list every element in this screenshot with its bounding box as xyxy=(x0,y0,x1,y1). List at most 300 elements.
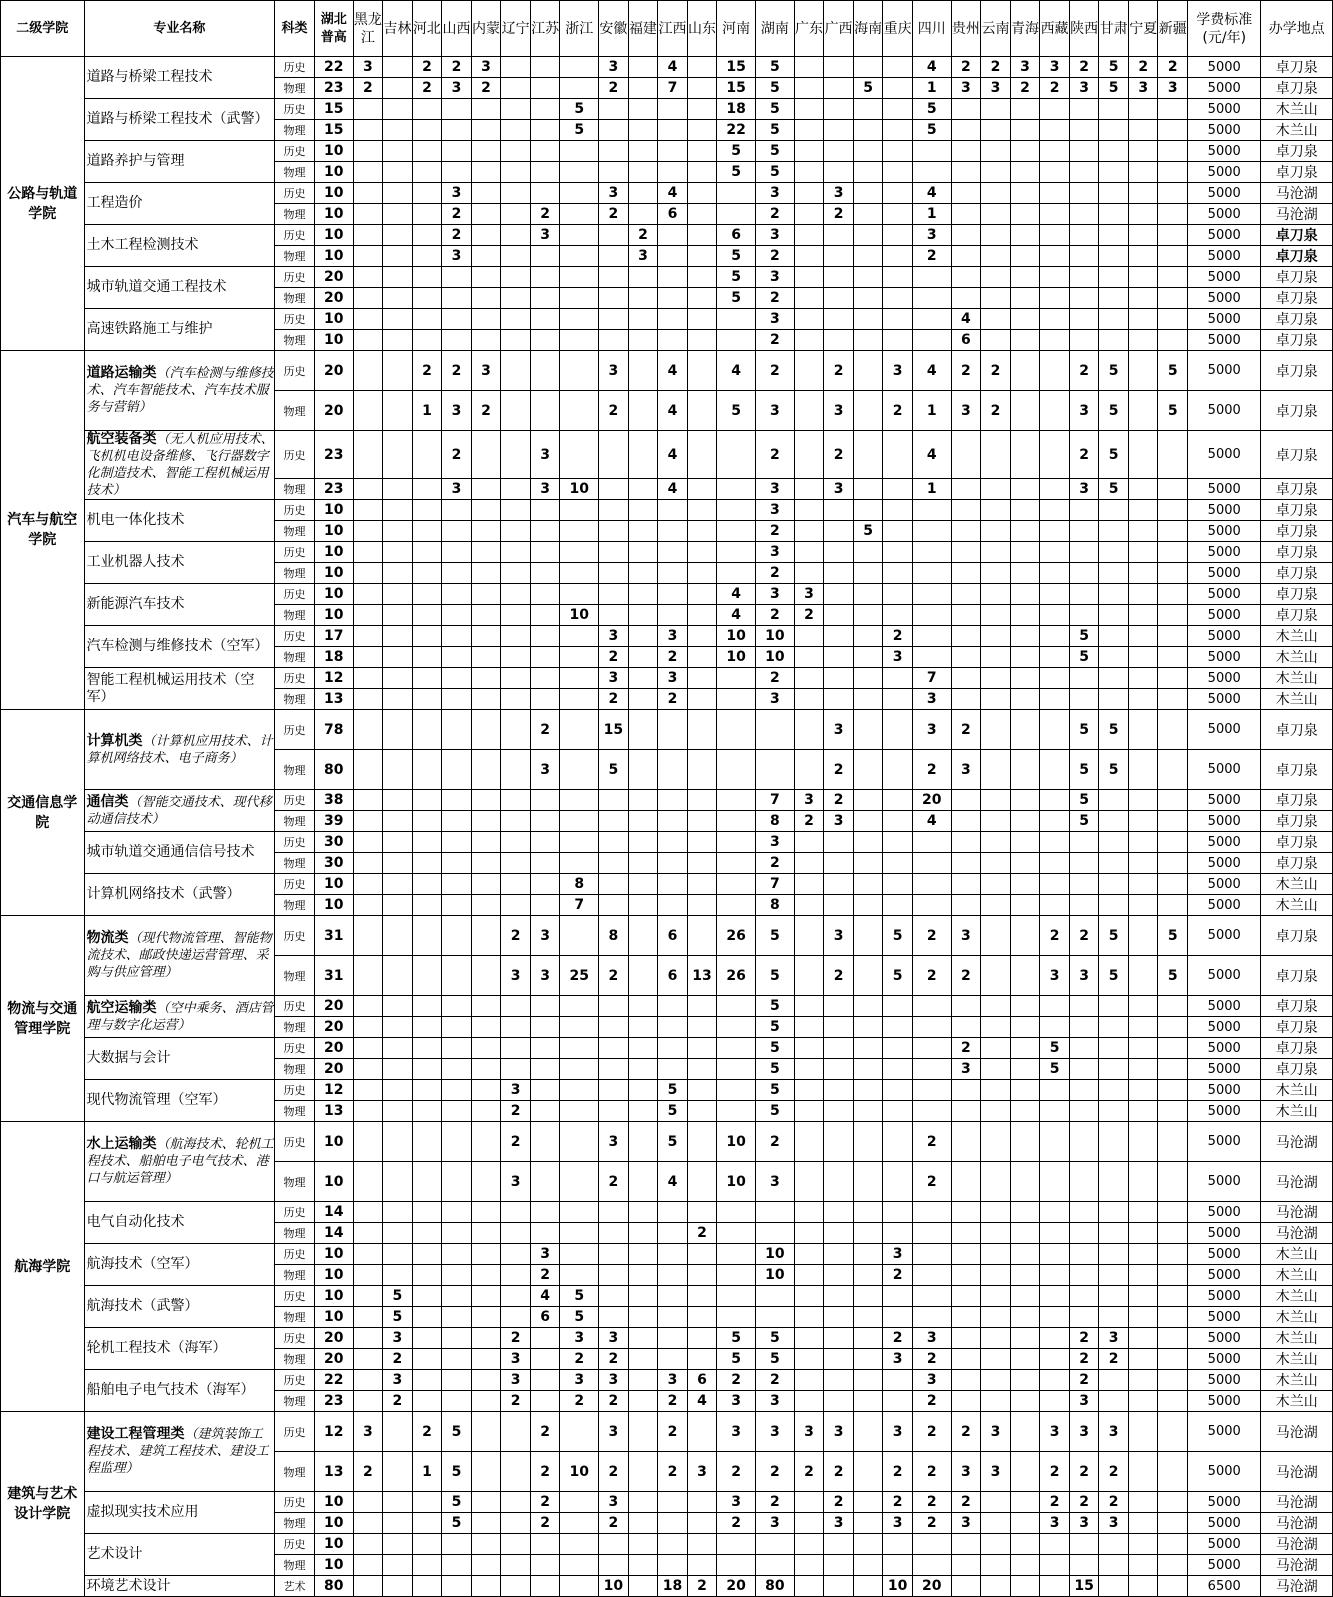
quota-cell xyxy=(951,1391,981,1412)
quota-cell: 3 xyxy=(824,391,854,431)
tuition-fee: 5000 xyxy=(1188,689,1261,710)
quota-cell xyxy=(1158,832,1188,853)
quota-cell xyxy=(951,689,981,710)
quota-cell xyxy=(687,1328,717,1349)
quota-cell xyxy=(412,1391,442,1412)
quota-cell xyxy=(442,1307,472,1328)
major-name: 航海技术（空军） xyxy=(84,1244,275,1286)
quota-cell xyxy=(853,267,883,288)
quota-cell xyxy=(599,267,629,288)
quota-cell xyxy=(1069,1101,1099,1122)
quota-cell xyxy=(981,832,1011,853)
quota-cell: 2 xyxy=(442,225,472,246)
quota-cell xyxy=(1040,246,1070,267)
quota-cell xyxy=(353,1101,383,1122)
quota-cell xyxy=(501,162,531,183)
quota-cell: 2 xyxy=(501,1122,531,1162)
quota-cell xyxy=(530,500,560,521)
quota-cell xyxy=(628,351,658,391)
quota-cell xyxy=(912,584,951,605)
quota-cell xyxy=(1158,1202,1188,1223)
quota-cell: 5 xyxy=(1158,351,1188,391)
quota-cell xyxy=(1010,1080,1040,1101)
quota-cell: 4 xyxy=(658,479,688,500)
quota-cell xyxy=(560,750,599,790)
quota-cell xyxy=(530,120,560,141)
quota-cell xyxy=(717,750,756,790)
quota-cell xyxy=(794,689,824,710)
quota-cell xyxy=(530,874,560,895)
quota-cell: 2 xyxy=(756,330,795,351)
major-name: 工程造价 xyxy=(84,183,275,225)
tuition-fee: 5000 xyxy=(1188,916,1261,956)
quota-cell xyxy=(1040,1202,1070,1223)
campus-location: 卓刀泉 xyxy=(1261,57,1333,78)
tuition-fee: 5000 xyxy=(1188,996,1261,1017)
quota-cell xyxy=(981,916,1011,956)
quota-cell xyxy=(599,605,629,626)
campus-location: 卓刀泉 xyxy=(1261,584,1333,605)
quota-cell: 10 xyxy=(756,647,795,668)
quota-cell xyxy=(658,99,688,120)
quota-cell: 6 xyxy=(687,1370,717,1391)
quota-cell: 5 xyxy=(717,288,756,309)
quota-cell: 3 xyxy=(756,183,795,204)
quota-cell xyxy=(951,99,981,120)
quota-cell xyxy=(383,288,413,309)
quota-cell: 5 xyxy=(756,78,795,99)
quota-cell xyxy=(471,563,501,584)
quota-cell xyxy=(1040,584,1070,605)
quota-cell: 2 xyxy=(658,1452,688,1492)
quota-cell xyxy=(501,246,531,267)
major-name: 轮机工程技术（海军） xyxy=(84,1328,275,1370)
quota-cell: 12 xyxy=(314,1412,353,1452)
quota-cell: 2 xyxy=(824,1492,854,1513)
quota-cell xyxy=(883,330,913,351)
quota-cell xyxy=(794,1307,824,1328)
quota-cell xyxy=(383,99,413,120)
quota-cell xyxy=(412,1534,442,1555)
quota-cell xyxy=(1040,391,1070,431)
quota-cell xyxy=(530,1101,560,1122)
quota-cell xyxy=(471,1038,501,1059)
quota-cell xyxy=(717,183,756,204)
quota-cell xyxy=(412,1080,442,1101)
quota-cell xyxy=(1128,790,1158,811)
college-name: 交通信息学院 xyxy=(1,710,85,916)
quota-cell xyxy=(560,1555,599,1576)
quota-cell xyxy=(687,1038,717,1059)
quota-cell: 3 xyxy=(912,1328,951,1349)
tuition-fee: 5000 xyxy=(1188,225,1261,246)
quota-cell xyxy=(1010,1101,1040,1122)
quota-cell: 2 xyxy=(824,351,854,391)
campus-location: 卓刀泉 xyxy=(1261,330,1333,351)
quota-cell xyxy=(1128,916,1158,956)
quota-cell xyxy=(442,626,472,647)
quota-cell xyxy=(530,668,560,689)
quota-cell xyxy=(530,1555,560,1576)
subject-type: 历史 xyxy=(275,183,315,204)
quota-cell xyxy=(824,1576,854,1597)
subject-type: 物理 xyxy=(275,956,315,996)
quota-cell xyxy=(951,1122,981,1162)
quota-cell xyxy=(501,1017,531,1038)
quota-cell: 3 xyxy=(560,1370,599,1391)
quota-cell xyxy=(658,309,688,330)
quota-cell xyxy=(951,521,981,542)
quota-cell xyxy=(981,1080,1011,1101)
quota-cell xyxy=(794,1122,824,1162)
quota-cell: 5 xyxy=(1069,647,1099,668)
table-row xyxy=(1,874,1333,895)
quota-cell xyxy=(717,895,756,916)
quota-cell xyxy=(353,267,383,288)
quota-cell: 22 xyxy=(314,57,353,78)
quota-cell: 15 xyxy=(314,120,353,141)
quota-cell xyxy=(471,626,501,647)
quota-cell xyxy=(1099,832,1129,853)
major-category: 通信类 xyxy=(86,793,129,810)
quota-cell: 2 xyxy=(687,1576,717,1597)
quota-cell xyxy=(471,1265,501,1286)
quota-cell: 2 xyxy=(883,1265,913,1286)
quota-cell xyxy=(883,811,913,832)
quota-cell: 3 xyxy=(560,1328,599,1349)
quota-cell xyxy=(353,391,383,431)
quota-cell xyxy=(824,225,854,246)
quota-cell xyxy=(599,330,629,351)
quota-cell xyxy=(442,141,472,162)
quota-cell: 2 xyxy=(501,1391,531,1412)
quota-cell xyxy=(756,1555,795,1576)
quota-cell xyxy=(383,1555,413,1576)
quota-cell xyxy=(1158,1162,1188,1202)
quota-cell xyxy=(412,626,442,647)
quota-cell xyxy=(412,710,442,750)
quota-cell: 2 xyxy=(1040,78,1070,99)
quota-cell: 2 xyxy=(912,1452,951,1492)
subject-type: 历史 xyxy=(275,832,315,853)
quota-cell xyxy=(883,710,913,750)
quota-cell xyxy=(530,1576,560,1597)
quota-cell xyxy=(628,750,658,790)
quota-cell: 30 xyxy=(314,853,353,874)
quota-cell xyxy=(981,895,1011,916)
quota-cell xyxy=(1040,1122,1070,1162)
major-category: 建设工程管理类 xyxy=(86,1426,185,1442)
quota-cell: 3 xyxy=(951,391,981,431)
quota-cell xyxy=(853,668,883,689)
quota-cell: 5 xyxy=(912,99,951,120)
quota-cell xyxy=(442,1328,472,1349)
quota-cell: 2 xyxy=(1069,1349,1099,1370)
quota-cell xyxy=(883,1059,913,1080)
tuition-fee: 5000 xyxy=(1188,1080,1261,1101)
quota-cell: 2 xyxy=(912,1122,951,1162)
quota-cell xyxy=(853,225,883,246)
quota-cell: 3 xyxy=(530,431,560,479)
quota-cell xyxy=(353,162,383,183)
quota-cell xyxy=(658,563,688,584)
quota-cell xyxy=(1128,1101,1158,1122)
quota-cell xyxy=(530,563,560,584)
quota-cell xyxy=(353,479,383,500)
quota-cell: 2 xyxy=(951,351,981,391)
quota-cell xyxy=(853,1286,883,1307)
quota-cell xyxy=(687,204,717,225)
quota-cell xyxy=(442,1576,472,1597)
quota-cell xyxy=(1099,895,1129,916)
quota-cell xyxy=(687,78,717,99)
quota-cell xyxy=(442,956,472,996)
quota-cell xyxy=(1128,668,1158,689)
quota-cell: 4 xyxy=(912,57,951,78)
quota-cell xyxy=(1010,246,1040,267)
quota-cell: 2 xyxy=(560,1349,599,1370)
quota-cell xyxy=(1040,1349,1070,1370)
subject-type: 物理 xyxy=(275,246,315,267)
quota-cell: 2 xyxy=(1069,1452,1099,1492)
quota-cell xyxy=(1010,542,1040,563)
quota-cell: 5 xyxy=(1099,956,1129,996)
quota-cell xyxy=(1158,246,1188,267)
quota-cell: 2 xyxy=(530,1513,560,1534)
quota-cell: 5 xyxy=(756,57,795,78)
quota-cell xyxy=(794,1080,824,1101)
quota-cell: 8 xyxy=(756,811,795,832)
quota-cell: 2 xyxy=(951,710,981,750)
quota-cell xyxy=(981,1328,1011,1349)
table-row xyxy=(1,1534,1333,1555)
quota-cell xyxy=(1069,330,1099,351)
quota-cell xyxy=(1010,895,1040,916)
quota-cell: 5 xyxy=(1099,431,1129,479)
quota-cell xyxy=(412,479,442,500)
subject-type: 物理 xyxy=(275,1265,315,1286)
quota-cell xyxy=(471,267,501,288)
quota-cell: 20 xyxy=(314,267,353,288)
subject-type: 历史 xyxy=(275,309,315,330)
campus-location: 卓刀泉 xyxy=(1261,956,1333,996)
quota-cell xyxy=(687,1307,717,1328)
quota-cell xyxy=(471,204,501,225)
quota-cell xyxy=(981,162,1011,183)
quota-cell: 5 xyxy=(560,99,599,120)
quota-cell: 2 xyxy=(530,1492,560,1513)
quota-cell: 10 xyxy=(314,521,353,542)
quota-cell xyxy=(1010,1162,1040,1202)
major-note: （汽车检测与维修技术、汽车智能技术、汽车技术服务与营销） xyxy=(86,366,274,415)
header-cell: 宁夏 xyxy=(1128,1,1158,57)
quota-cell xyxy=(883,183,913,204)
quota-cell: 2 xyxy=(756,668,795,689)
quota-cell: 3 xyxy=(756,584,795,605)
quota-cell xyxy=(560,500,599,521)
table-row xyxy=(1,431,1333,479)
quota-cell xyxy=(560,1080,599,1101)
quota-cell xyxy=(442,267,472,288)
table-row xyxy=(1,1492,1333,1513)
quota-cell: 2 xyxy=(824,790,854,811)
campus-location: 卓刀泉 xyxy=(1261,1059,1333,1080)
quota-cell xyxy=(1128,1038,1158,1059)
quota-cell xyxy=(471,1576,501,1597)
quota-cell xyxy=(912,626,951,647)
quota-cell xyxy=(1069,874,1099,895)
quota-cell: 3 xyxy=(1069,956,1099,996)
quota-cell xyxy=(912,267,951,288)
quota-cell: 3 xyxy=(628,246,658,267)
quota-cell xyxy=(383,1223,413,1244)
quota-cell xyxy=(471,1534,501,1555)
quota-cell xyxy=(658,1038,688,1059)
quota-cell xyxy=(501,668,531,689)
subject-type: 历史 xyxy=(275,1122,315,1162)
quota-cell xyxy=(1128,288,1158,309)
quota-cell xyxy=(501,853,531,874)
quota-cell xyxy=(687,1202,717,1223)
quota-cell xyxy=(383,78,413,99)
quota-cell: 3 xyxy=(599,351,629,391)
quota-cell xyxy=(1010,689,1040,710)
quota-cell xyxy=(658,246,688,267)
campus-location: 卓刀泉 xyxy=(1261,500,1333,521)
quota-cell xyxy=(824,895,854,916)
quota-cell xyxy=(658,853,688,874)
header-cell: 二级学院 xyxy=(1,1,85,57)
quota-cell: 2 xyxy=(912,750,951,790)
quota-cell xyxy=(560,1492,599,1513)
header-cell: 福建 xyxy=(628,1,658,57)
tuition-fee: 5000 xyxy=(1188,668,1261,689)
quota-cell xyxy=(1040,853,1070,874)
quota-cell xyxy=(981,710,1011,750)
quota-cell: 3 xyxy=(599,1122,629,1162)
quota-cell: 5 xyxy=(442,1452,472,1492)
quota-cell xyxy=(687,1080,717,1101)
quota-cell xyxy=(353,99,383,120)
tuition-fee: 5000 xyxy=(1188,141,1261,162)
quota-cell xyxy=(383,811,413,832)
quota-cell xyxy=(628,956,658,996)
quota-cell xyxy=(442,1017,472,1038)
quota-cell: 20 xyxy=(314,1038,353,1059)
quota-cell xyxy=(530,584,560,605)
quota-cell xyxy=(383,225,413,246)
quota-cell: 3 xyxy=(824,916,854,956)
quota-cell xyxy=(717,832,756,853)
quota-cell: 3 xyxy=(353,57,383,78)
table-row xyxy=(1,351,1333,391)
quota-cell: 5 xyxy=(1158,956,1188,996)
quota-cell xyxy=(471,1370,501,1391)
quota-cell xyxy=(687,288,717,309)
quota-cell: 2 xyxy=(912,1412,951,1452)
quota-cell xyxy=(628,1080,658,1101)
quota-cell xyxy=(687,479,717,500)
quota-cell: 3 xyxy=(530,225,560,246)
quota-cell: 3 xyxy=(471,57,501,78)
quota-cell: 5 xyxy=(853,521,883,542)
quota-cell xyxy=(717,309,756,330)
quota-cell xyxy=(412,1162,442,1202)
quota-cell xyxy=(442,647,472,668)
quota-cell xyxy=(951,120,981,141)
quota-cell xyxy=(471,1307,501,1328)
quota-cell xyxy=(471,1162,501,1202)
quota-cell xyxy=(560,1202,599,1223)
quota-cell xyxy=(442,811,472,832)
quota-cell xyxy=(530,1370,560,1391)
campus-location: 卓刀泉 xyxy=(1261,750,1333,790)
quota-cell xyxy=(628,874,658,895)
quota-cell xyxy=(853,542,883,563)
quota-cell xyxy=(442,521,472,542)
quota-cell xyxy=(883,1307,913,1328)
quota-cell xyxy=(951,1017,981,1038)
quota-cell xyxy=(687,57,717,78)
quota-cell xyxy=(794,78,824,99)
quota-cell: 15 xyxy=(599,710,629,750)
quota-cell: 2 xyxy=(530,1265,560,1286)
campus-location: 马沧湖 xyxy=(1261,1492,1333,1513)
quota-cell xyxy=(383,853,413,874)
quota-cell xyxy=(912,1265,951,1286)
quota-cell xyxy=(471,874,501,895)
quota-cell xyxy=(628,996,658,1017)
subject-type: 历史 xyxy=(275,1202,315,1223)
quota-cell xyxy=(853,1576,883,1597)
quota-cell xyxy=(471,1286,501,1307)
quota-cell xyxy=(794,479,824,500)
quota-cell xyxy=(658,500,688,521)
quota-cell xyxy=(687,225,717,246)
quota-cell xyxy=(717,790,756,811)
major-name: 城市轨道交通通信信号技术 xyxy=(84,832,275,874)
quota-cell xyxy=(1010,811,1040,832)
quota-cell xyxy=(951,162,981,183)
quota-cell: 2 xyxy=(599,391,629,431)
tuition-fee: 6500 xyxy=(1188,1576,1261,1597)
quota-cell xyxy=(599,225,629,246)
subject-type: 物理 xyxy=(275,330,315,351)
quota-cell xyxy=(628,710,658,750)
quota-cell xyxy=(1040,874,1070,895)
quota-cell xyxy=(883,563,913,584)
quota-cell xyxy=(412,183,442,204)
quota-cell xyxy=(471,431,501,479)
campus-location: 卓刀泉 xyxy=(1261,78,1333,99)
quota-cell xyxy=(383,246,413,267)
quota-cell xyxy=(658,330,688,351)
quota-cell xyxy=(501,183,531,204)
quota-cell xyxy=(383,956,413,996)
quota-cell xyxy=(442,288,472,309)
quota-cell xyxy=(353,1286,383,1307)
quota-cell xyxy=(853,1328,883,1349)
tuition-fee: 5000 xyxy=(1188,309,1261,330)
quota-cell xyxy=(383,584,413,605)
major-note: （空中乘务、酒店管理与数字化运营） xyxy=(86,1000,274,1033)
quota-cell xyxy=(794,1328,824,1349)
quota-cell: 3 xyxy=(599,668,629,689)
quota-cell xyxy=(717,1555,756,1576)
quota-cell xyxy=(1158,479,1188,500)
quota-cell xyxy=(717,500,756,521)
campus-location: 马沧湖 xyxy=(1261,1412,1333,1452)
